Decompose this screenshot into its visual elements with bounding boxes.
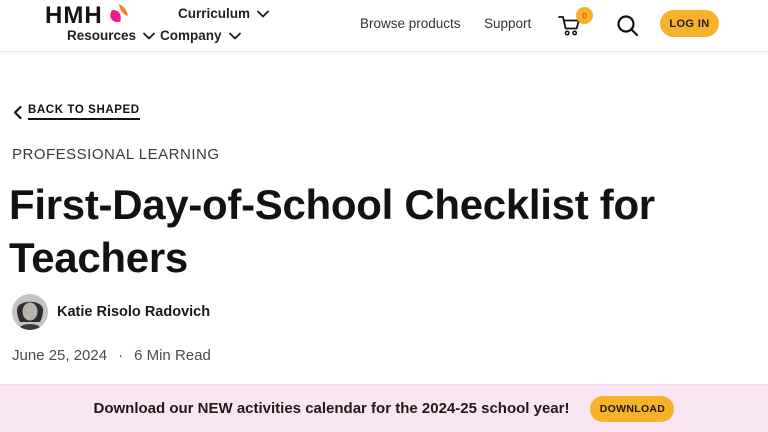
article-title: First-Day-of-School Checklist for Teachers <box>9 181 655 281</box>
read-time: 6 Min Read <box>134 347 211 364</box>
search-icon <box>614 12 641 39</box>
author-name: Katie Risolo Radovich <box>57 304 211 320</box>
support-link[interactable]: Support <box>484 16 532 31</box>
promo-banner <box>0 384 768 432</box>
chevron-down-icon <box>229 32 241 40</box>
back-link-label: BACK TO SHAPED <box>28 104 140 120</box>
chevron-left-icon <box>13 106 22 119</box>
search-button[interactable] <box>614 12 641 39</box>
publish-date: June 25, 2024 <box>12 347 108 364</box>
nav-item-label: Company <box>160 28 222 43</box>
nav-item-curriculum[interactable] <box>178 6 269 21</box>
login-button[interactable]: LOG IN <box>660 10 719 37</box>
browse-products-link[interactable]: Browse products <box>360 16 461 31</box>
author-avatar <box>12 294 48 330</box>
nav-item-label: Resources <box>67 28 137 43</box>
article-category: PROFESSIONAL LEARNING <box>12 146 220 163</box>
hmh-logo[interactable] <box>45 3 129 30</box>
nav-item-label: Curriculum <box>178 6 251 21</box>
nav-item-resources[interactable] <box>67 28 155 43</box>
chevron-down-icon <box>257 10 269 18</box>
chevron-down-icon <box>143 32 155 40</box>
meta-separator: · <box>118 347 124 364</box>
article-meta <box>12 347 211 364</box>
site-header <box>0 0 768 52</box>
cart-count-badge: 0 <box>576 7 593 24</box>
author-row[interactable] <box>12 294 210 330</box>
logo-text: HMH <box>45 2 103 29</box>
back-link[interactable] <box>13 104 140 120</box>
promo-message: Download our NEW activities calendar for the 2024-25 school year! <box>93 400 570 417</box>
cart-button[interactable] <box>556 10 587 38</box>
download-button[interactable]: DOWNLOAD <box>590 396 674 422</box>
hmh-point-icon <box>105 4 129 30</box>
nav-item-company[interactable] <box>160 28 241 43</box>
